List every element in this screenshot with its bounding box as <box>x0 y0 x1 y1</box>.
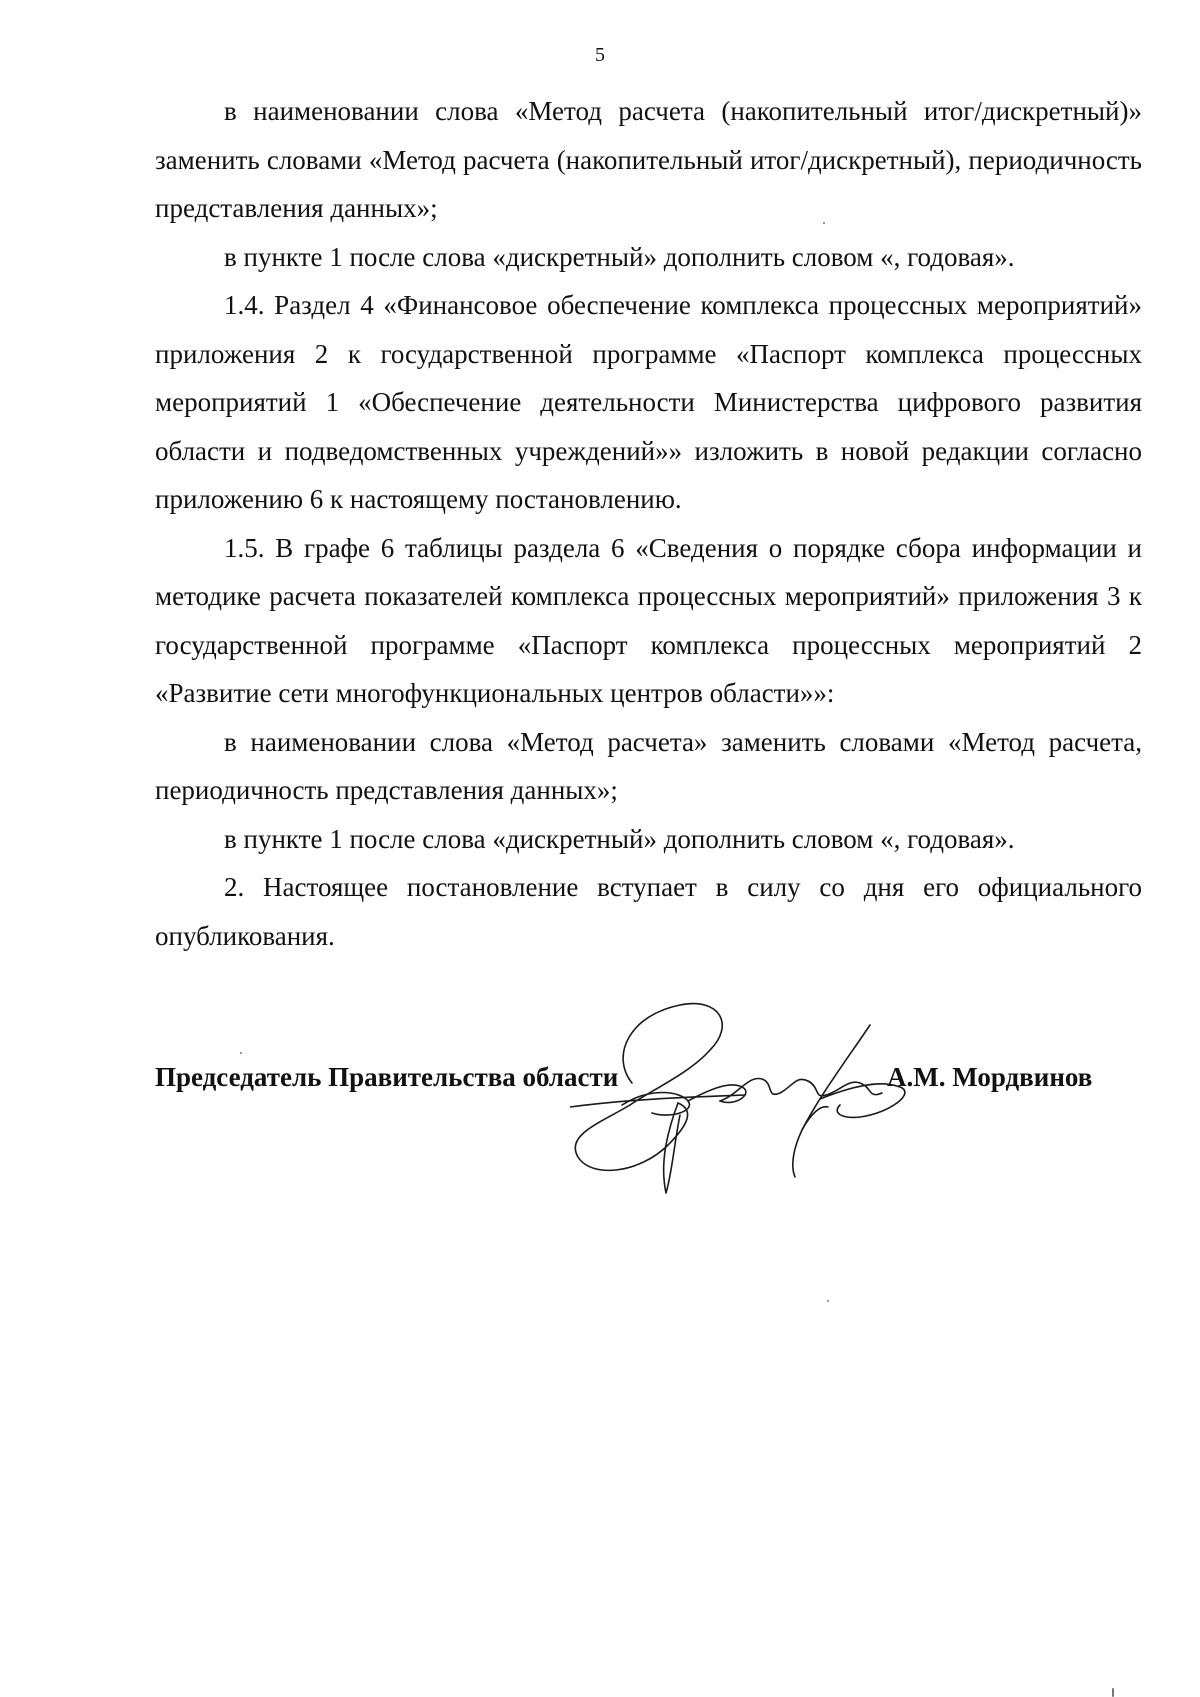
paragraph: в наименовании слова «Метод расчета» заменить словами «Метод расчета, периодичность представления данных»; <box>155 726 1142 805</box>
scan-speck <box>823 222 825 224</box>
paragraph: в наименовании слова «Метод расчета (накопительный итог/дискретный)» заменить словами «Метод расчета (накопительный итог/дискретный), периодичность представления данных»; <box>155 96 1142 223</box>
scan-speck <box>1112 1688 1114 1697</box>
paragraph: в пункте 1 после слова «дискретный» дополнить словом «, годовая». <box>224 823 1015 854</box>
paragraph: в пункте 1 после слова «дискретный» дополнить словом «, годовая». <box>224 241 1015 272</box>
paragraph: 1.4. Раздел 4 «Финансовое обеспечение комплекса процессных мероприятий» приложения 2 к государственной программе «Паспорт комплекса процессных мероприятий 1 «Обеспечение деятельности Министерства цифрового развития области и подведомственных учреждений»» изложить в новой редакции согласно приложению 6 к настоящему постановлению. <box>155 290 1142 514</box>
paragraph: 1.5. В графе 6 таблицы раздела 6 «Сведения о порядке сбора информации и методике расчета показателей комплекса процессных мероприятий» приложения 3 к государственной программе «Паспорт комплекса процессных мероприятий 2 «Развитие сети многофункциональных центров области»»: <box>155 532 1142 708</box>
signer-name: А.М. Мордвинов <box>887 1062 1093 1092</box>
signer-title: Председатель Правительства области <box>155 1062 619 1092</box>
document-body <box>155 87 1142 960</box>
paragraph: 2. Настоящее постановление вступает в силу со дня его официального опубликования. <box>155 872 1142 951</box>
handwritten-signature <box>570 995 940 1200</box>
scan-speck <box>240 1052 242 1054</box>
scan-speck <box>827 1300 829 1302</box>
page-number: 5 <box>595 44 605 66</box>
